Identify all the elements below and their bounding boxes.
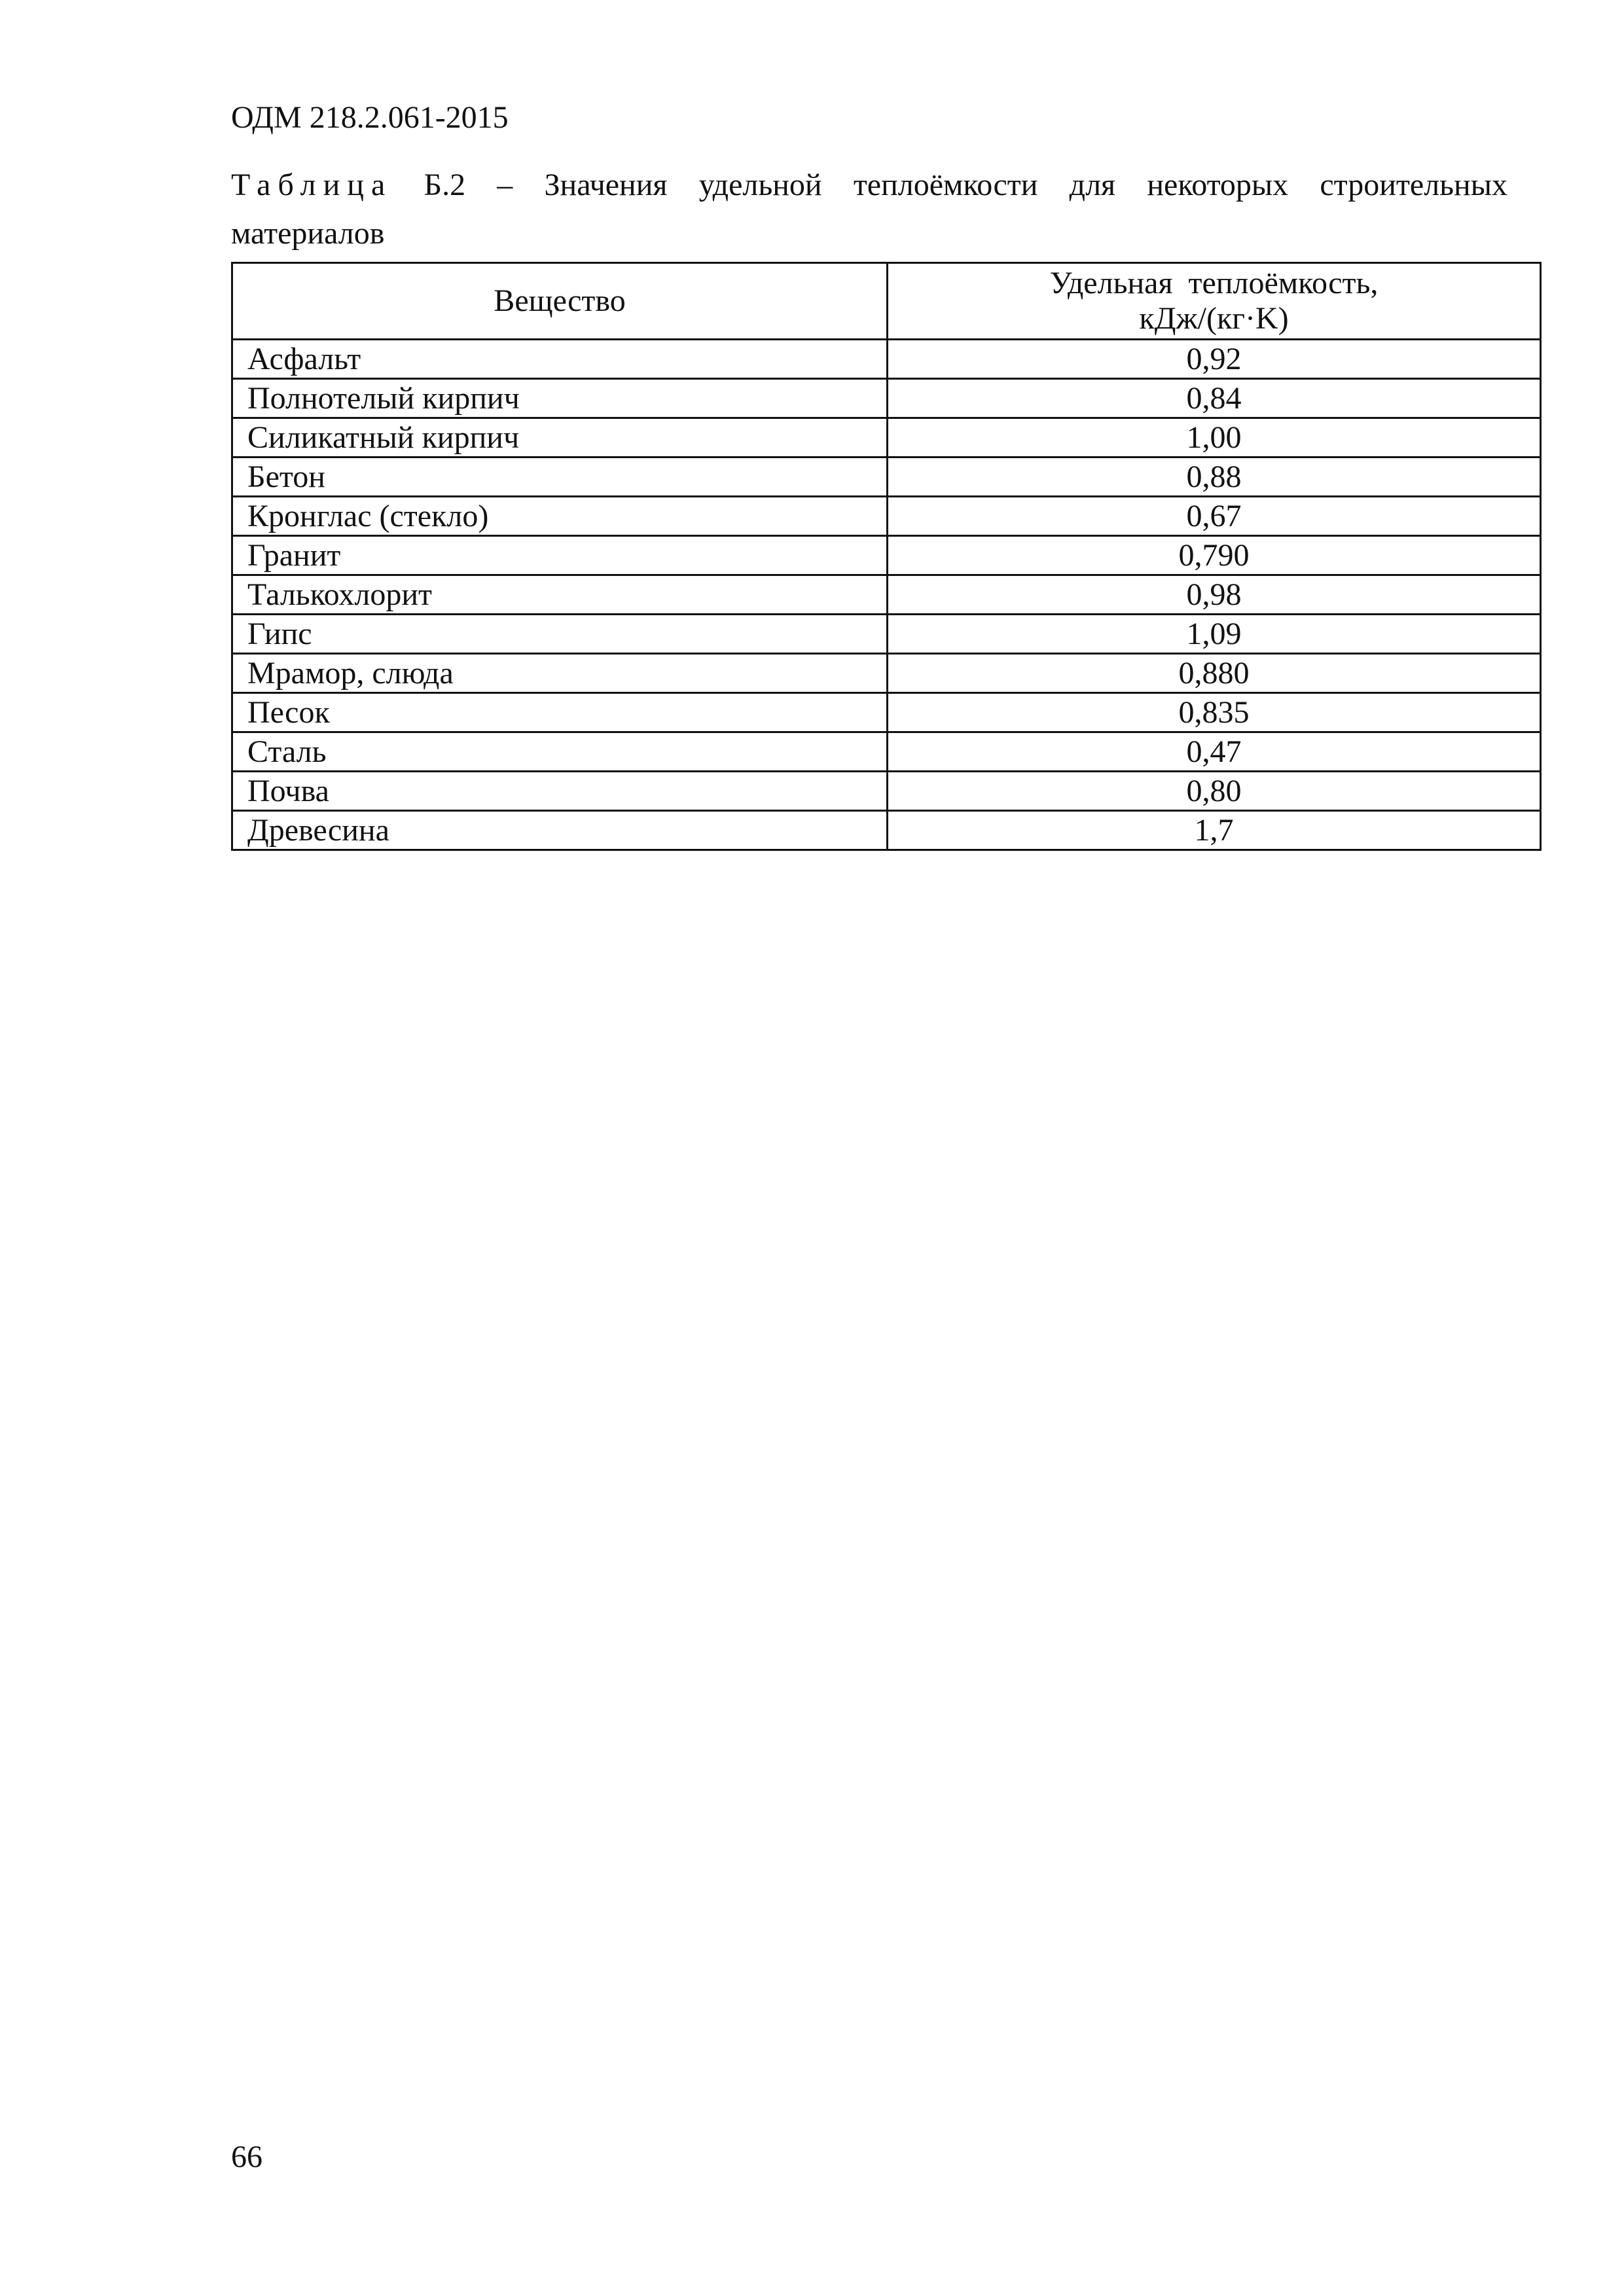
cell-value: 0,98 [888, 575, 1541, 615]
document-code: ОДМ 218.2.061-2015 [231, 100, 509, 135]
cell-value: 1,7 [888, 811, 1541, 850]
cell-value: 0,67 [888, 497, 1541, 536]
table-caption-dash: – [497, 168, 513, 202]
cell-value: 0,790 [888, 536, 1541, 575]
cell-value: 0,88 [888, 457, 1541, 497]
cell-value: 0,835 [888, 693, 1541, 732]
header-substance: Вещество [232, 263, 888, 340]
table-caption-word: для [1069, 168, 1116, 202]
cell-substance: Гранит [232, 536, 888, 575]
cell-substance: Бетон [232, 457, 888, 497]
table-header-row [232, 263, 1541, 340]
cell-value: 1,09 [888, 615, 1541, 654]
table-row [232, 811, 1541, 850]
cell-value: 0,92 [888, 340, 1541, 379]
cell-substance: Древесина [232, 811, 888, 850]
cell-value: 0,80 [888, 772, 1541, 811]
table-row [232, 615, 1541, 654]
cell-substance: Почва [232, 772, 888, 811]
table-caption-label: Таблица [231, 168, 393, 202]
table-row [232, 772, 1541, 811]
cell-substance: Талькохлорит [232, 575, 888, 615]
cell-value: 1,00 [888, 418, 1541, 457]
cell-substance: Полнотелый кирпич [232, 379, 888, 418]
cell-value: 0,84 [888, 379, 1541, 418]
cell-substance: Силикатный кирпич [232, 418, 888, 457]
table-row [232, 575, 1541, 615]
table-row [232, 418, 1541, 457]
cell-substance: Асфальт [232, 340, 888, 379]
cell-substance: Гипс [232, 615, 888, 654]
header-heat-capacity-unit: кДж/(кг·K) [1139, 301, 1289, 336]
table-caption-line-2: материалов [231, 216, 385, 251]
table-row [232, 536, 1541, 575]
table-caption-number: Б.2 [424, 168, 466, 202]
table-caption-word: удельной [698, 168, 822, 202]
cell-substance: Сталь [232, 732, 888, 772]
header-heat-capacity-title: Удельная теплоёмкость, [1049, 266, 1379, 300]
table-caption-word: строительных [1320, 168, 1507, 202]
table-row [232, 693, 1541, 732]
table-caption-line-1 [231, 161, 1507, 209]
table-caption [231, 161, 1507, 258]
table-row [232, 732, 1541, 772]
cell-substance: Песок [232, 693, 888, 732]
table-caption-word: теплоёмкости [853, 168, 1038, 202]
cell-value: 0,47 [888, 732, 1541, 772]
table-row [232, 340, 1541, 379]
page-number: 66 [231, 2140, 262, 2174]
table-row [232, 457, 1541, 497]
cell-substance: Кронглас (стекло) [232, 497, 888, 536]
cell-substance: Мрамор, слюда [232, 654, 888, 693]
table-row [232, 654, 1541, 693]
table-row [232, 497, 1541, 536]
cell-value: 0,880 [888, 654, 1541, 693]
header-heat-capacity [888, 263, 1541, 340]
table-row [232, 379, 1541, 418]
table-caption-word: некоторых [1147, 168, 1289, 202]
table-caption-word: Значения [544, 168, 668, 202]
heat-capacity-table [231, 262, 1542, 851]
